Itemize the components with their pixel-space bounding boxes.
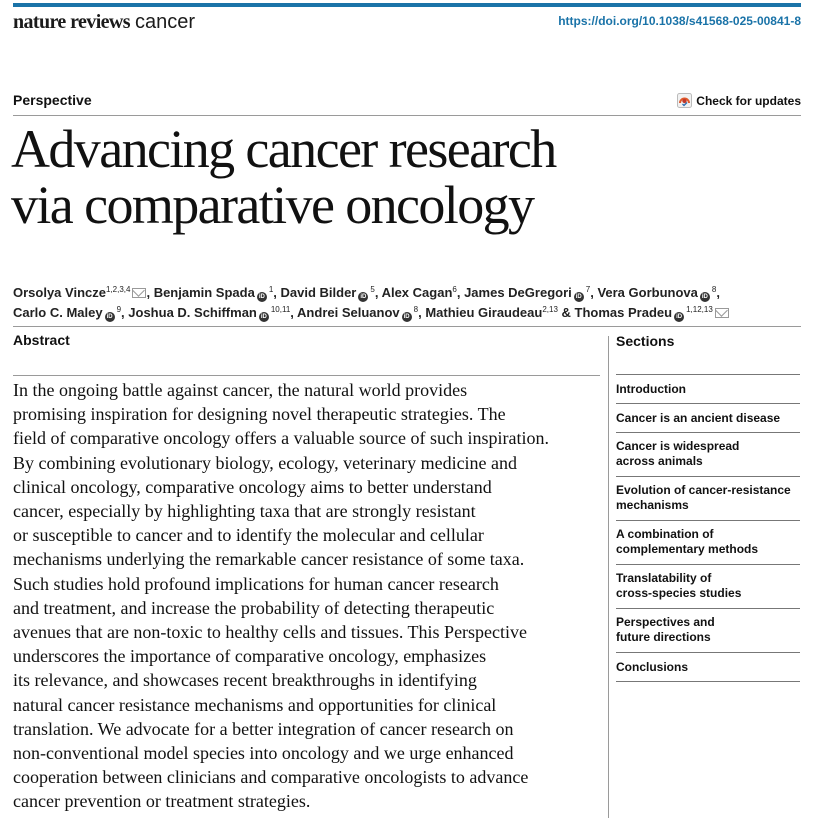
author-separator: ,	[290, 305, 298, 320]
affiliation-ref[interactable]: 1,2,3,4	[105, 285, 131, 294]
doi-link[interactable]: https://doi.org/10.1038/s41568-025-00841-8	[558, 14, 801, 28]
author-separator: ,	[590, 285, 598, 300]
abstract-line: By combining evolutionary biology, ecology, veterinary medicine and	[13, 452, 518, 473]
abstract-text	[13, 378, 605, 814]
affiliation-ref[interactable]: 1	[268, 285, 274, 294]
author-name[interactable]: James DeGregori	[464, 285, 572, 300]
orcid-icon[interactable]: iD	[106, 314, 113, 320]
section-link-label-cont: future directions	[616, 630, 711, 644]
abstract-line: or susceptible to cancer and to identify the molecular and cellular	[13, 525, 484, 546]
section-link-label-cont: cross-species studies	[616, 586, 742, 600]
journal-subject: cancer	[134, 11, 195, 33]
author-separator: &	[557, 305, 575, 320]
section-link-label: Perspectives and	[616, 615, 715, 629]
abstract-line: Such studies hold profound implications for human cancer research	[13, 573, 499, 594]
section-link-label: Evolution of cancer-resistance	[616, 483, 791, 497]
orcid-icon[interactable]: iD	[360, 294, 367, 300]
section-link[interactable]	[616, 520, 800, 564]
abstract-line: cancer prevention or treatment strategies.	[13, 791, 311, 812]
section-link[interactable]	[616, 432, 800, 476]
section-link[interactable]	[616, 374, 800, 403]
mail-icon[interactable]	[715, 308, 729, 318]
author-name[interactable]: Thomas Pradeu	[574, 305, 673, 320]
section-link-label-cont: across animals	[616, 454, 703, 468]
author-name[interactable]: Benjamin Spada	[153, 285, 255, 300]
author-list	[13, 283, 803, 323]
author-separator: ,	[146, 285, 154, 300]
section-link-label: Conclusions	[616, 660, 689, 674]
affiliation-ref[interactable]: 9	[116, 305, 122, 314]
author-separator: ,	[456, 285, 465, 300]
author-separator: ,	[374, 285, 382, 300]
check-updates-label: Check for updates	[696, 93, 801, 108]
orcid-icon[interactable]: iD	[403, 314, 410, 320]
abstract-line: promising inspiration for designing novel therapeutic strategies. The	[13, 404, 506, 425]
author-separator: ,	[121, 305, 129, 320]
section-link[interactable]	[616, 564, 800, 608]
section-link-label: Introduction	[616, 382, 686, 396]
affiliation-ref[interactable]: 6	[452, 285, 457, 294]
author-name[interactable]: Alex Cagan	[381, 285, 453, 300]
section-link[interactable]	[616, 652, 800, 682]
abstract-line: cancer, especially by highlighting taxa that are strongly resistant	[13, 501, 476, 522]
abstract-line: mechanisms underlying the remarkable cancer resistance of some taxa.	[13, 549, 525, 570]
journal-name: nature reviews	[13, 11, 130, 33]
abstract-line: cooperation between clinicians and comparative oncologists to advance	[13, 767, 529, 788]
abstract-line: natural cancer resistance mechanisms and opportunities for clinical	[13, 694, 497, 715]
affiliation-ref[interactable]: 5	[370, 285, 375, 294]
top-accent-bar	[13, 3, 801, 7]
affiliation-ref[interactable]: 7	[585, 285, 591, 294]
author-name[interactable]: Andrei Seluanov	[297, 305, 400, 320]
section-link-label: A combination of	[616, 527, 714, 541]
author-name[interactable]: Orsolya Vincze	[13, 285, 106, 300]
affiliation-ref[interactable]: 8	[711, 285, 717, 294]
orcid-icon[interactable]: iD	[701, 294, 708, 300]
check-updates-icon	[677, 93, 692, 108]
abstract-line: underscores the importance of comparative oncology, emphasizes	[13, 646, 487, 667]
affiliation-ref[interactable]: 10,11	[270, 305, 291, 314]
affiliation-ref[interactable]: 1,12,13	[686, 305, 713, 314]
abstract-line: translation. We advocate for a better integration of cancer research on	[13, 718, 514, 739]
check-updates-button[interactable]	[677, 93, 801, 108]
abstract-line: avenues that are non-toxic to healthy cells and tissues. This Perspective	[13, 622, 528, 643]
orcid-icon[interactable]: iD	[575, 294, 582, 300]
section-link[interactable]	[616, 608, 800, 652]
journal-logo[interactable]	[13, 11, 195, 34]
author-name[interactable]: Vera Gorbunova	[597, 285, 698, 300]
abstract-line: clinical oncology, comparative oncology aims to better understand	[13, 476, 492, 497]
orcid-icon[interactable]: iD	[676, 314, 683, 320]
author-separator: ,	[716, 285, 720, 300]
affiliation-ref[interactable]: 2,13	[542, 305, 558, 314]
affiliation-ref[interactable]: 8	[413, 305, 419, 314]
title-line-2: via comparative oncology	[11, 175, 534, 235]
section-link-label: Cancer is widespread	[616, 439, 740, 453]
abstract-line: In the ongoing battle against cancer, the natural world provides	[13, 380, 468, 400]
author-name[interactable]: David Bilder	[280, 285, 357, 300]
author-line-1	[13, 283, 803, 303]
abstract-line: field of comparative oncology offers a valuable source of such inspiration.	[13, 428, 549, 449]
author-name[interactable]: Mathieu Giraudeau	[425, 305, 543, 320]
sections-heading: Sections	[616, 333, 675, 349]
abstract-heading: Abstract	[13, 332, 70, 348]
header-divider	[13, 115, 801, 116]
abstract-divider	[13, 375, 600, 376]
article-type: Perspective	[13, 92, 92, 108]
section-link[interactable]	[616, 403, 800, 432]
mail-icon[interactable]	[132, 288, 146, 298]
abstract-line: its relevance, and showcases recent breakthroughs in identifying	[13, 670, 477, 691]
section-link-label: Cancer is an ancient disease	[616, 411, 781, 425]
section-link-label-cont: complementary methods	[616, 542, 759, 556]
author-separator: ,	[273, 285, 281, 300]
title-line-1: Advancing cancer research	[11, 119, 556, 179]
author-separator: ,	[418, 305, 426, 320]
section-link-label-cont: mechanisms	[616, 498, 689, 512]
section-link-label: Translatability of	[616, 571, 712, 585]
abstract-line: and treatment, and increase the probability of detecting therapeutic	[13, 597, 495, 618]
sections-nav	[616, 374, 800, 682]
column-divider	[608, 336, 609, 818]
orcid-icon[interactable]: iD	[258, 294, 265, 300]
abstract-line: non-conventional model species into oncology and we urge enhanced	[13, 743, 514, 764]
author-line-2	[13, 303, 803, 323]
orcid-icon[interactable]: iD	[260, 314, 267, 320]
authors-divider	[13, 326, 801, 327]
article-title	[11, 121, 556, 233]
author-name[interactable]: Joshua D. Schiffman	[128, 305, 257, 320]
section-link[interactable]	[616, 476, 800, 520]
author-name[interactable]: Carlo C. Maley	[13, 305, 103, 320]
